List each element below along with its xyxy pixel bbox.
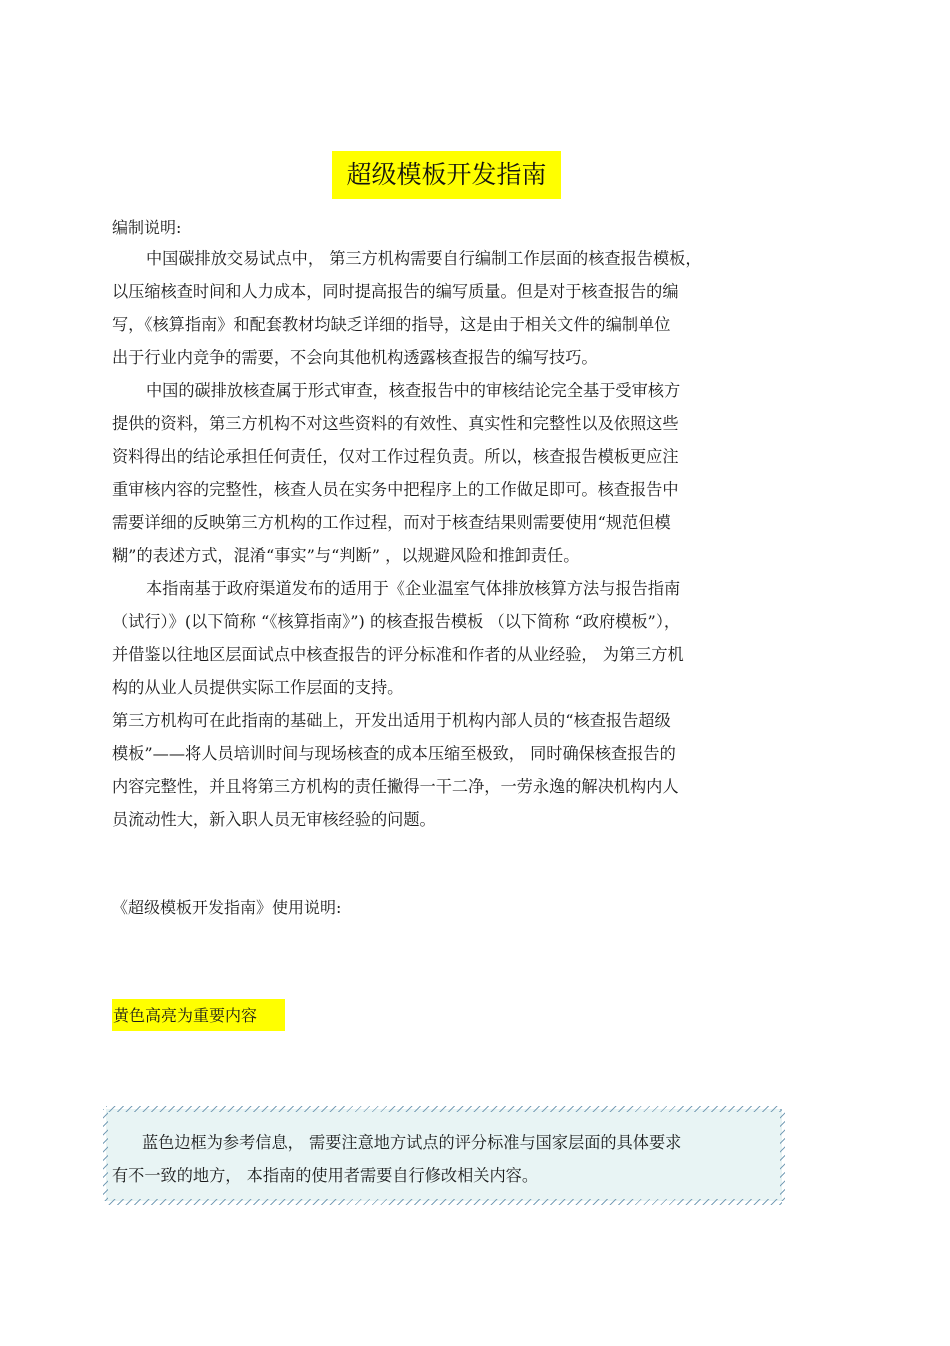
box-border-left bbox=[103, 1109, 108, 1201]
box-border-top bbox=[106, 1106, 782, 1112]
document-title: 超级模板开发指南 bbox=[332, 151, 561, 199]
usage-label: 《超级模板开发指南》使用说明: bbox=[112, 898, 342, 917]
paragraph-line: 内容完整性，并且将第三方机构的责任撇得一干二净，一劳永逸的解决机构内人 bbox=[112, 777, 679, 796]
paragraph-line: 资料得出的结论承担任何责任，仅对工作过程负责。所以，核查报告模板更应注 bbox=[112, 447, 679, 466]
yellow-highlight-note: 黄色高亮为重要内容 bbox=[112, 999, 285, 1031]
paragraph-line: 中国碳排放交易试点中， 第三方机构需要自行编制工作层面的核查报告模板， bbox=[146, 249, 702, 268]
paragraph-line: 出于行业内竞争的需要，不会向其他机构透露核查报告的编写技巧。 bbox=[112, 348, 598, 367]
paragraph-line: 本指南基于政府渠道发布的适用于《企业温室气体排放核算方法与报告指南 bbox=[146, 579, 681, 598]
paragraph-line: 员流动性大，新入职人员无审核经验的问题。 bbox=[112, 810, 436, 829]
box-border-bottom bbox=[106, 1199, 782, 1205]
paragraph-line: 中国的碳排放核查属于形式审查，核查报告中的审核结论完全基于受审核方 bbox=[146, 381, 681, 400]
blue-reference-box bbox=[106, 1109, 782, 1201]
intro-label: 编制说明: bbox=[112, 218, 182, 237]
blue-note-line: 蓝色边框为参考信息， 需要注意地方试点的评分标准与国家层面的具体要求 bbox=[142, 1133, 682, 1152]
paragraph-line: 需要详细的反映第三方机构的工作过程，而对于核查结果则需要使用“规范但模 bbox=[112, 513, 671, 532]
paragraph-line: （试行）》(以下简称 “《核算指南》”) 的核查报告模板 （以下简称 “政府模板”）， bbox=[112, 612, 681, 631]
paragraph-line: 模板”——将人员培训时间与现场核查的成本压缩至极致， 同时确保核查报告的 bbox=[112, 744, 676, 763]
paragraph-line: 提供的资料，第三方机构不对这些资料的有效性、真实性和完整性以及依照这些 bbox=[112, 414, 679, 433]
paragraph-line: 构的从业人员提供实际工作层面的支持。 bbox=[112, 678, 404, 697]
blue-note-line: 有不一致的地方， 本指南的使用者需要自行修改相关内容。 bbox=[112, 1166, 539, 1185]
box-border-right bbox=[780, 1109, 785, 1201]
paragraph-line: 重审核内容的完整性，核查人员在实务中把程序上的工作做足即可。核查报告中 bbox=[112, 480, 679, 499]
paragraph-line: 以压缩核查时间和人力成本，同时提高报告的编写质量。但是对于核查报告的编 bbox=[112, 282, 679, 301]
paragraph-line: 并借鉴以往地区层面试点中核查报告的评分标准和作者的从业经验， 为第三方机 bbox=[112, 645, 684, 664]
paragraph-line: 糊”的表述方式，混淆“事实”与“判断” ，以规避风险和推卸责任。 bbox=[112, 546, 580, 565]
paragraph-line: 第三方机构可在此指南的基础上，开发出适用于机构内部人员的“核查报告超级 bbox=[112, 711, 671, 730]
paragraph-line: 写，《核算指南》和配套教材均缺乏详细的指导，这是由于相关文件的编制单位 bbox=[112, 315, 671, 334]
